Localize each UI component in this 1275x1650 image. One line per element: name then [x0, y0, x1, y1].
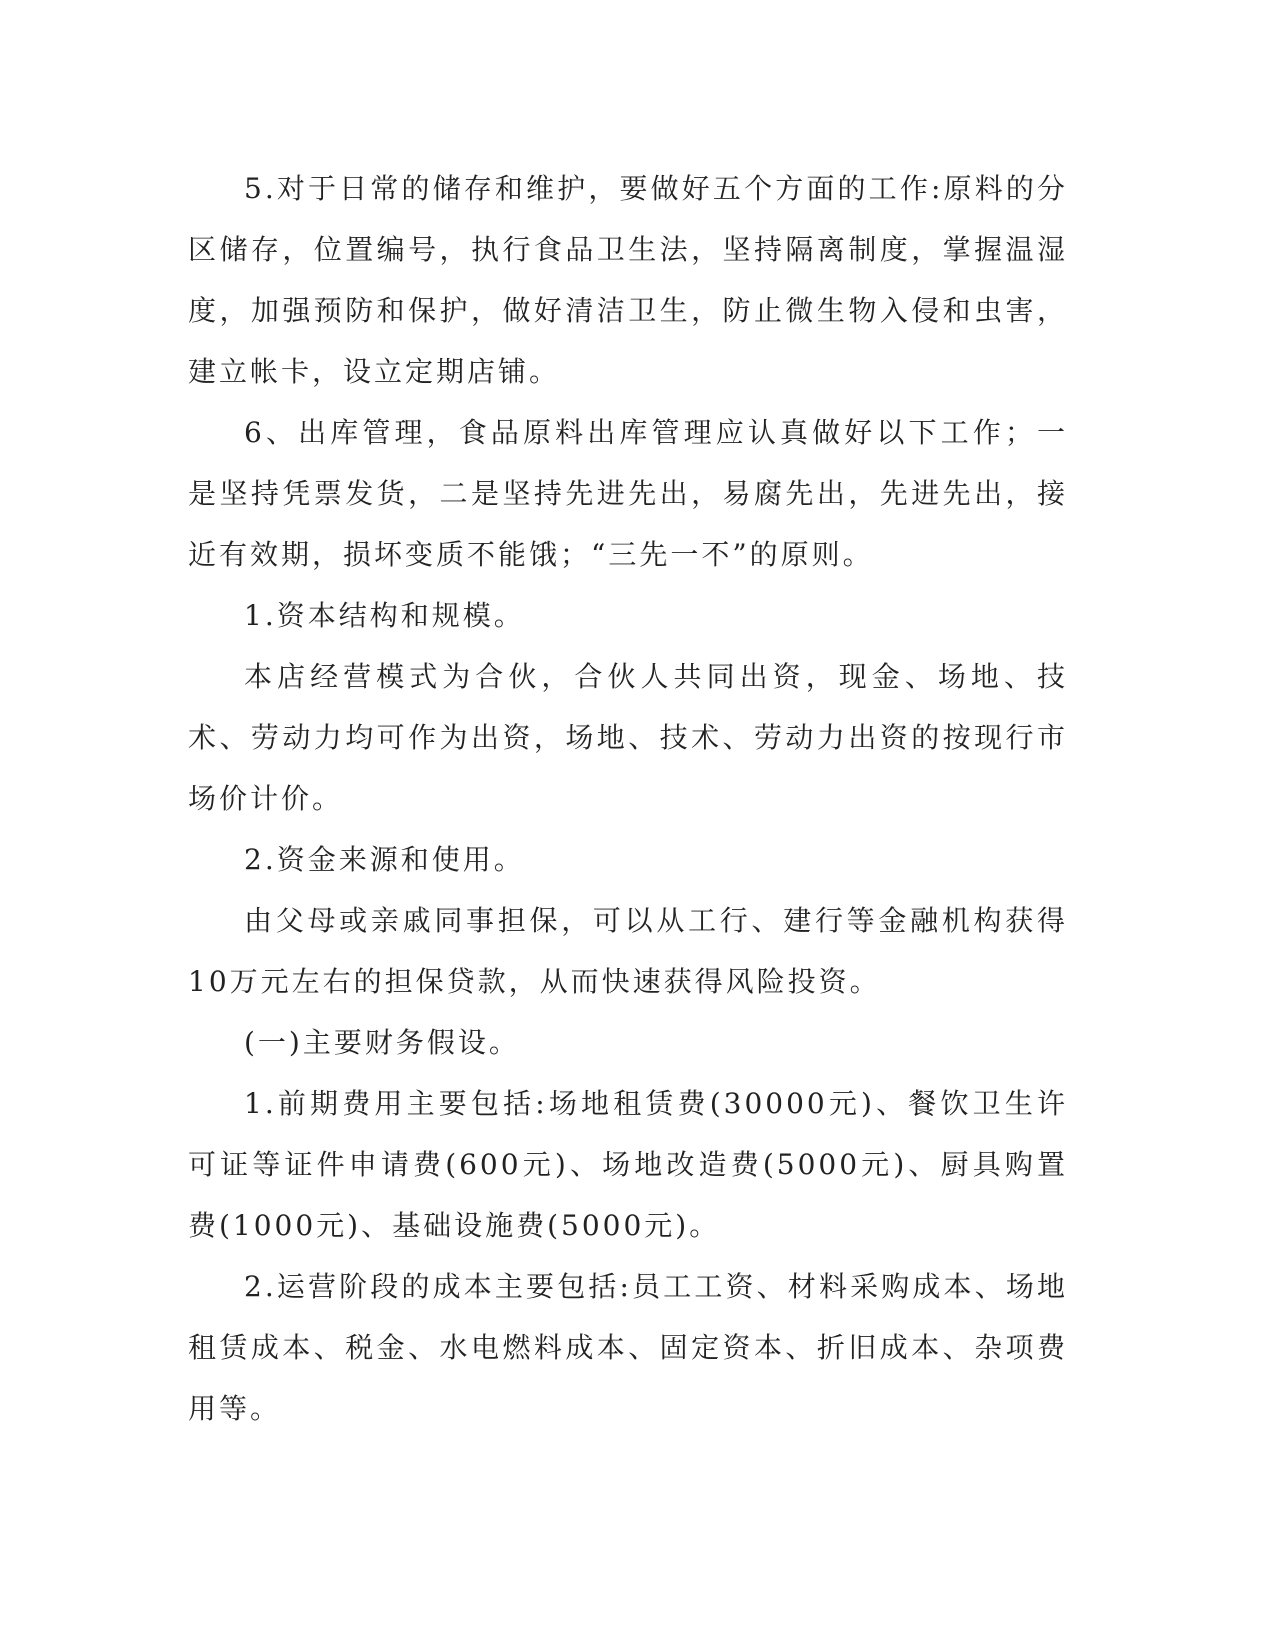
paragraph-outbound-management: 6、出库管理，食品原料出库管理应认真做好以下工作；一是坚持凭票发货，二是坚持先进先出，易腐先出，先进先出，接近有效期，损坏变质不能饿；“三先一不”的原则。	[188, 416, 1068, 571]
paragraph-storage-maintenance: 5.对于日常的储存和维护，要做好五个方面的工作:原料的分区储存，位置编号，执行食品卫生法，坚持隔离制度，掌握温湿度，加强预防和保护，做好清洁卫生，防止微生物入侵和虫害，建立帐卡，设立定期店铺。	[188, 172, 1068, 388]
heading-capital-structure: 1.资本结构和规模。	[244, 599, 525, 632]
document-body	[188, 158, 1068, 1439]
heading-funding-source: 2.资金来源和使用。	[244, 843, 525, 876]
heading-financial-assumptions: (一)主要财务假设。	[244, 1026, 520, 1059]
paragraph-upfront-costs: 1.前期费用主要包括:场地租赁费(30000元)、餐饮卫生许可证等证件申请费(600元)、场地改造费(5000元)、厨具购置费(1000元)、基础设施费(5000元)。	[188, 1087, 1068, 1242]
paragraph-guaranteed-loan: 由父母或亲戚同事担保，可以从工行、建行等金融机构获得10万元左右的担保贷款，从而快速获得风险投资。	[188, 904, 1068, 998]
paragraph-operating-costs: 2.运营阶段的成本主要包括:员工工资、材料采购成本、场地租赁成本、税金、水电燃料成本、固定资本、折旧成本、杂项费用等。	[188, 1270, 1068, 1425]
paragraph-partnership: 本店经营模式为合伙，合伙人共同出资，现金、场地、技术、劳动力均可作为出资，场地、技术、劳动力出资的按现行市场价计价。	[188, 660, 1068, 815]
